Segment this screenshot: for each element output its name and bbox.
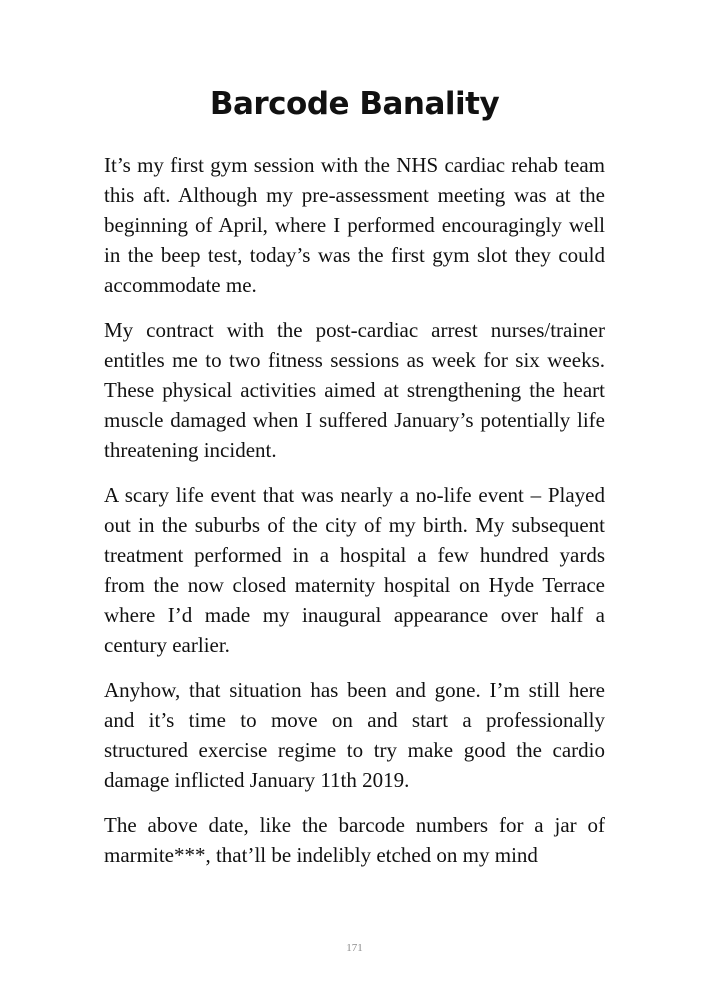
paragraph: A scary life event that was nearly a no-life event – Played out in the suburbs of the city of my birth. My subsequent treatment performed in a hospital a few hundred yards from the now closed maternity hospital on Hyde Terrace where I’d made my inaugural appearance over half a century earlier.	[104, 483, 605, 657]
paragraph: My contract with the post-cardiac arrest nurses/trainer entitles me to two fitness sessions as week for six weeks. These physical activities aimed at strengthening the heart muscle damaged when I suffered January’s potentially life threatening incident.	[104, 318, 605, 462]
paragraph: The above date, like the barcode numbers for a jar of marmite***, that’ll be indelibly etched on my mind	[104, 813, 605, 867]
page-number: 171	[346, 942, 363, 954]
chapter-title: Barcode Banality	[209, 86, 500, 122]
paragraph: It’s my first gym session with the NHS cardiac rehab team this aft. Although my pre-assessment meeting was at the beginning of April, where I performed encouragingly well in the beep test, today’s was the first gym slot they could accommodate me.	[104, 153, 605, 297]
paragraph: Anyhow, that situation has been and gone. I’m still here and it’s time to move on and start a professionally structured exercise regime to try make good the cardio damage inflicted January 11th 2019.	[104, 678, 605, 792]
body-text	[104, 150, 605, 885]
